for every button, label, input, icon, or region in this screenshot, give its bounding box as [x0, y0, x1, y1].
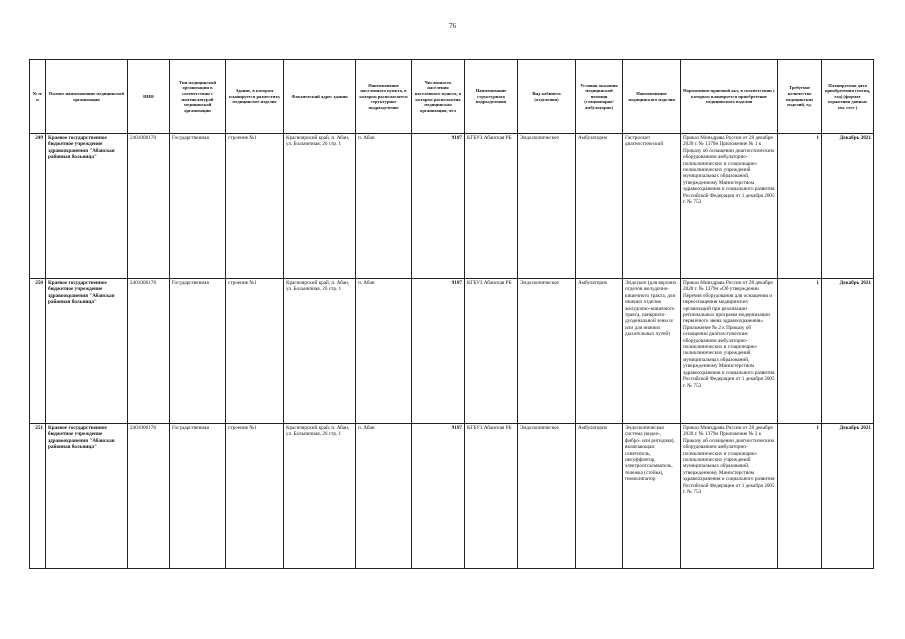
- cell-conditions: Амбулаторно: [576, 424, 623, 569]
- cell-division: КГБУЗ Абанская РБ: [465, 424, 518, 569]
- table-row: [30, 134, 874, 279]
- cell-population: 9187: [412, 134, 465, 279]
- column-header: Требуемое количество медицинских изделий, ед.: [778, 60, 822, 134]
- cell-conditions: Амбулаторно: [576, 279, 623, 424]
- page-number: 76: [449, 22, 456, 30]
- column-header: Численность населения населенного пункта, в котором расположена медицинская организация, чел: [412, 60, 465, 134]
- cell-type: Государственная: [170, 424, 226, 569]
- cell-date: Декабрь 2021: [822, 134, 874, 279]
- equipment-table: [29, 59, 874, 569]
- column-header: ИНН: [128, 60, 170, 134]
- column-header: № п/п: [30, 60, 46, 134]
- cell-population: 9187: [412, 424, 465, 569]
- table-row: [30, 279, 874, 424]
- cell-inn: 2401000178: [128, 279, 170, 424]
- column-header: Вид кабинета (отделения): [518, 60, 576, 134]
- cell-inn: 2401000178: [128, 134, 170, 279]
- cell-org: Краевое государственное бюджетное учреждение здравоохранения "Абанская районная больница": [46, 279, 128, 424]
- cell-act: Приказ Минздрава России от 28 декабря 2020 г. № 1379н Приложение № 2 к Приказу об оснащении диагностическим оборудованием амбулаторно-поликлинических и стационарно-поликлинических учреждений муниципальных образований, утвержденному Министерством здравоохранения и социального развития Российской Федерации от 1 декабря 2005 г. № 753: [681, 424, 778, 569]
- column-header: Условия оказания медицинской помощи (стационарно/амбулаторно): [576, 60, 623, 134]
- cell-qty: 1: [778, 279, 822, 424]
- column-header: Здание, в котором планируется разместить медицинское изделие: [226, 60, 284, 134]
- cell-act: Приказ Минздрава России от 28 декабря 2020 г. № 1379н Приложение № 1 к Приказу об оснащении диагностическим оборудованием амбулаторно-поликлинических и стационарно-поликлинических учреждений муниципальных образований, утвержденному Министерством здравоохранения и социального развития Российской Федерации от 1 декабря 2005 г. № 753: [681, 134, 778, 279]
- cell-num: 249: [30, 134, 46, 279]
- table-header-row: [30, 60, 874, 134]
- cell-building: строение №1: [226, 424, 284, 569]
- column-header: Тип медицинской организации в соответствии с номенклатурой медицинской организации: [170, 60, 226, 134]
- cell-locality: п. Абан: [356, 279, 412, 424]
- cell-qty: 1: [778, 424, 822, 569]
- column-header: Наименование населенного пункта, в котором располагается структурное подразделение: [356, 60, 412, 134]
- cell-date: Декабрь 2021: [822, 424, 874, 569]
- cell-device: Гастроскоп диагностический: [623, 134, 681, 279]
- cell-address: Красноярский край, п. Абан, ул. Больничная, 26 стр. 1: [284, 424, 356, 569]
- cell-inn: 2401000178: [128, 424, 170, 569]
- column-header: Нормативно-правовой акт, в соответствии с которым планируется приобретение медицинского изделия: [681, 60, 778, 134]
- cell-cabinet: Эндоскопическое: [518, 424, 576, 569]
- cell-org: Краевое государственное бюджетное учреждение здравоохранения "Абанская районная больница": [46, 134, 128, 279]
- cell-conditions: Амбулаторно: [576, 134, 623, 279]
- cell-act: Приказ Минздрава России от 28 декабря 2020 г. № 1379н «Об утверждении Перечня оборудования для оснащения и переоснащения медицинских организаций при реализации региональных программ модернизации первичного звена здравоохранения» Приложение № 2 к Приказу об оснащении диагностическим оборудованием амбулаторно-поликлинических и стационарно-поликлинических учреждений муниципальных образований, утвержденному Министерством здравоохранения и социального развития Российской Федерации от 1 декабря 2005 г. № 753: [681, 279, 778, 424]
- cell-cabinet: Эндоскопическое: [518, 134, 576, 279]
- column-header: Фактический адрес здания: [284, 60, 356, 134]
- table-row: [30, 424, 874, 569]
- cell-num: 250: [30, 279, 46, 424]
- cell-building: строение №1: [226, 134, 284, 279]
- cell-num: 251: [30, 424, 46, 569]
- cell-cabinet: Эндоскопическое: [518, 279, 576, 424]
- cell-org: Краевое государственное бюджетное учреждение здравоохранения "Абанская районная больница": [46, 424, 128, 569]
- column-header: Полное наименование медицинской организации: [46, 60, 128, 134]
- column-header: Наименование медицинского изделия: [623, 60, 681, 134]
- cell-device: Эндоскоп (для верхних отделов желудочно-кишечного тракта, для нижних отделов желудочно-кишечного тракта, панкреато-дуоденальной зоны и/или для нижних дыхательных путей): [623, 279, 681, 424]
- cell-locality: п. Абан: [356, 134, 412, 279]
- cell-qty: 1: [778, 134, 822, 279]
- cell-locality: п. Абан: [356, 424, 412, 569]
- cell-division: КГБУЗ Абанская РБ: [465, 279, 518, 424]
- column-header: Наименование структурного подразделения: [465, 60, 518, 134]
- cell-address: Красноярский край, п. Абан, ул. Больничная, 26 стр. 1: [284, 279, 356, 424]
- cell-type: Государственная: [170, 134, 226, 279]
- column-header: Планируемая дата приобретения (месяц, год) (формат отражения данных мм. гггг ): [822, 60, 874, 134]
- cell-address: Красноярский край, п. Абан, ул. Больничная, 26 стр. 1: [284, 134, 356, 279]
- cell-device: Эндоскопическая система (видео-, фибро- или ригидная), включающая: осветитель, инсуффлятор, электроотсасыватель, тележка (стойка), гемоклипатор: [623, 424, 681, 569]
- cell-date: Декабрь 2021: [822, 279, 874, 424]
- cell-building: строение №1: [226, 279, 284, 424]
- cell-type: Государственная: [170, 279, 226, 424]
- cell-division: КГБУЗ Абанская РБ: [465, 134, 518, 279]
- cell-population: 9187: [412, 279, 465, 424]
